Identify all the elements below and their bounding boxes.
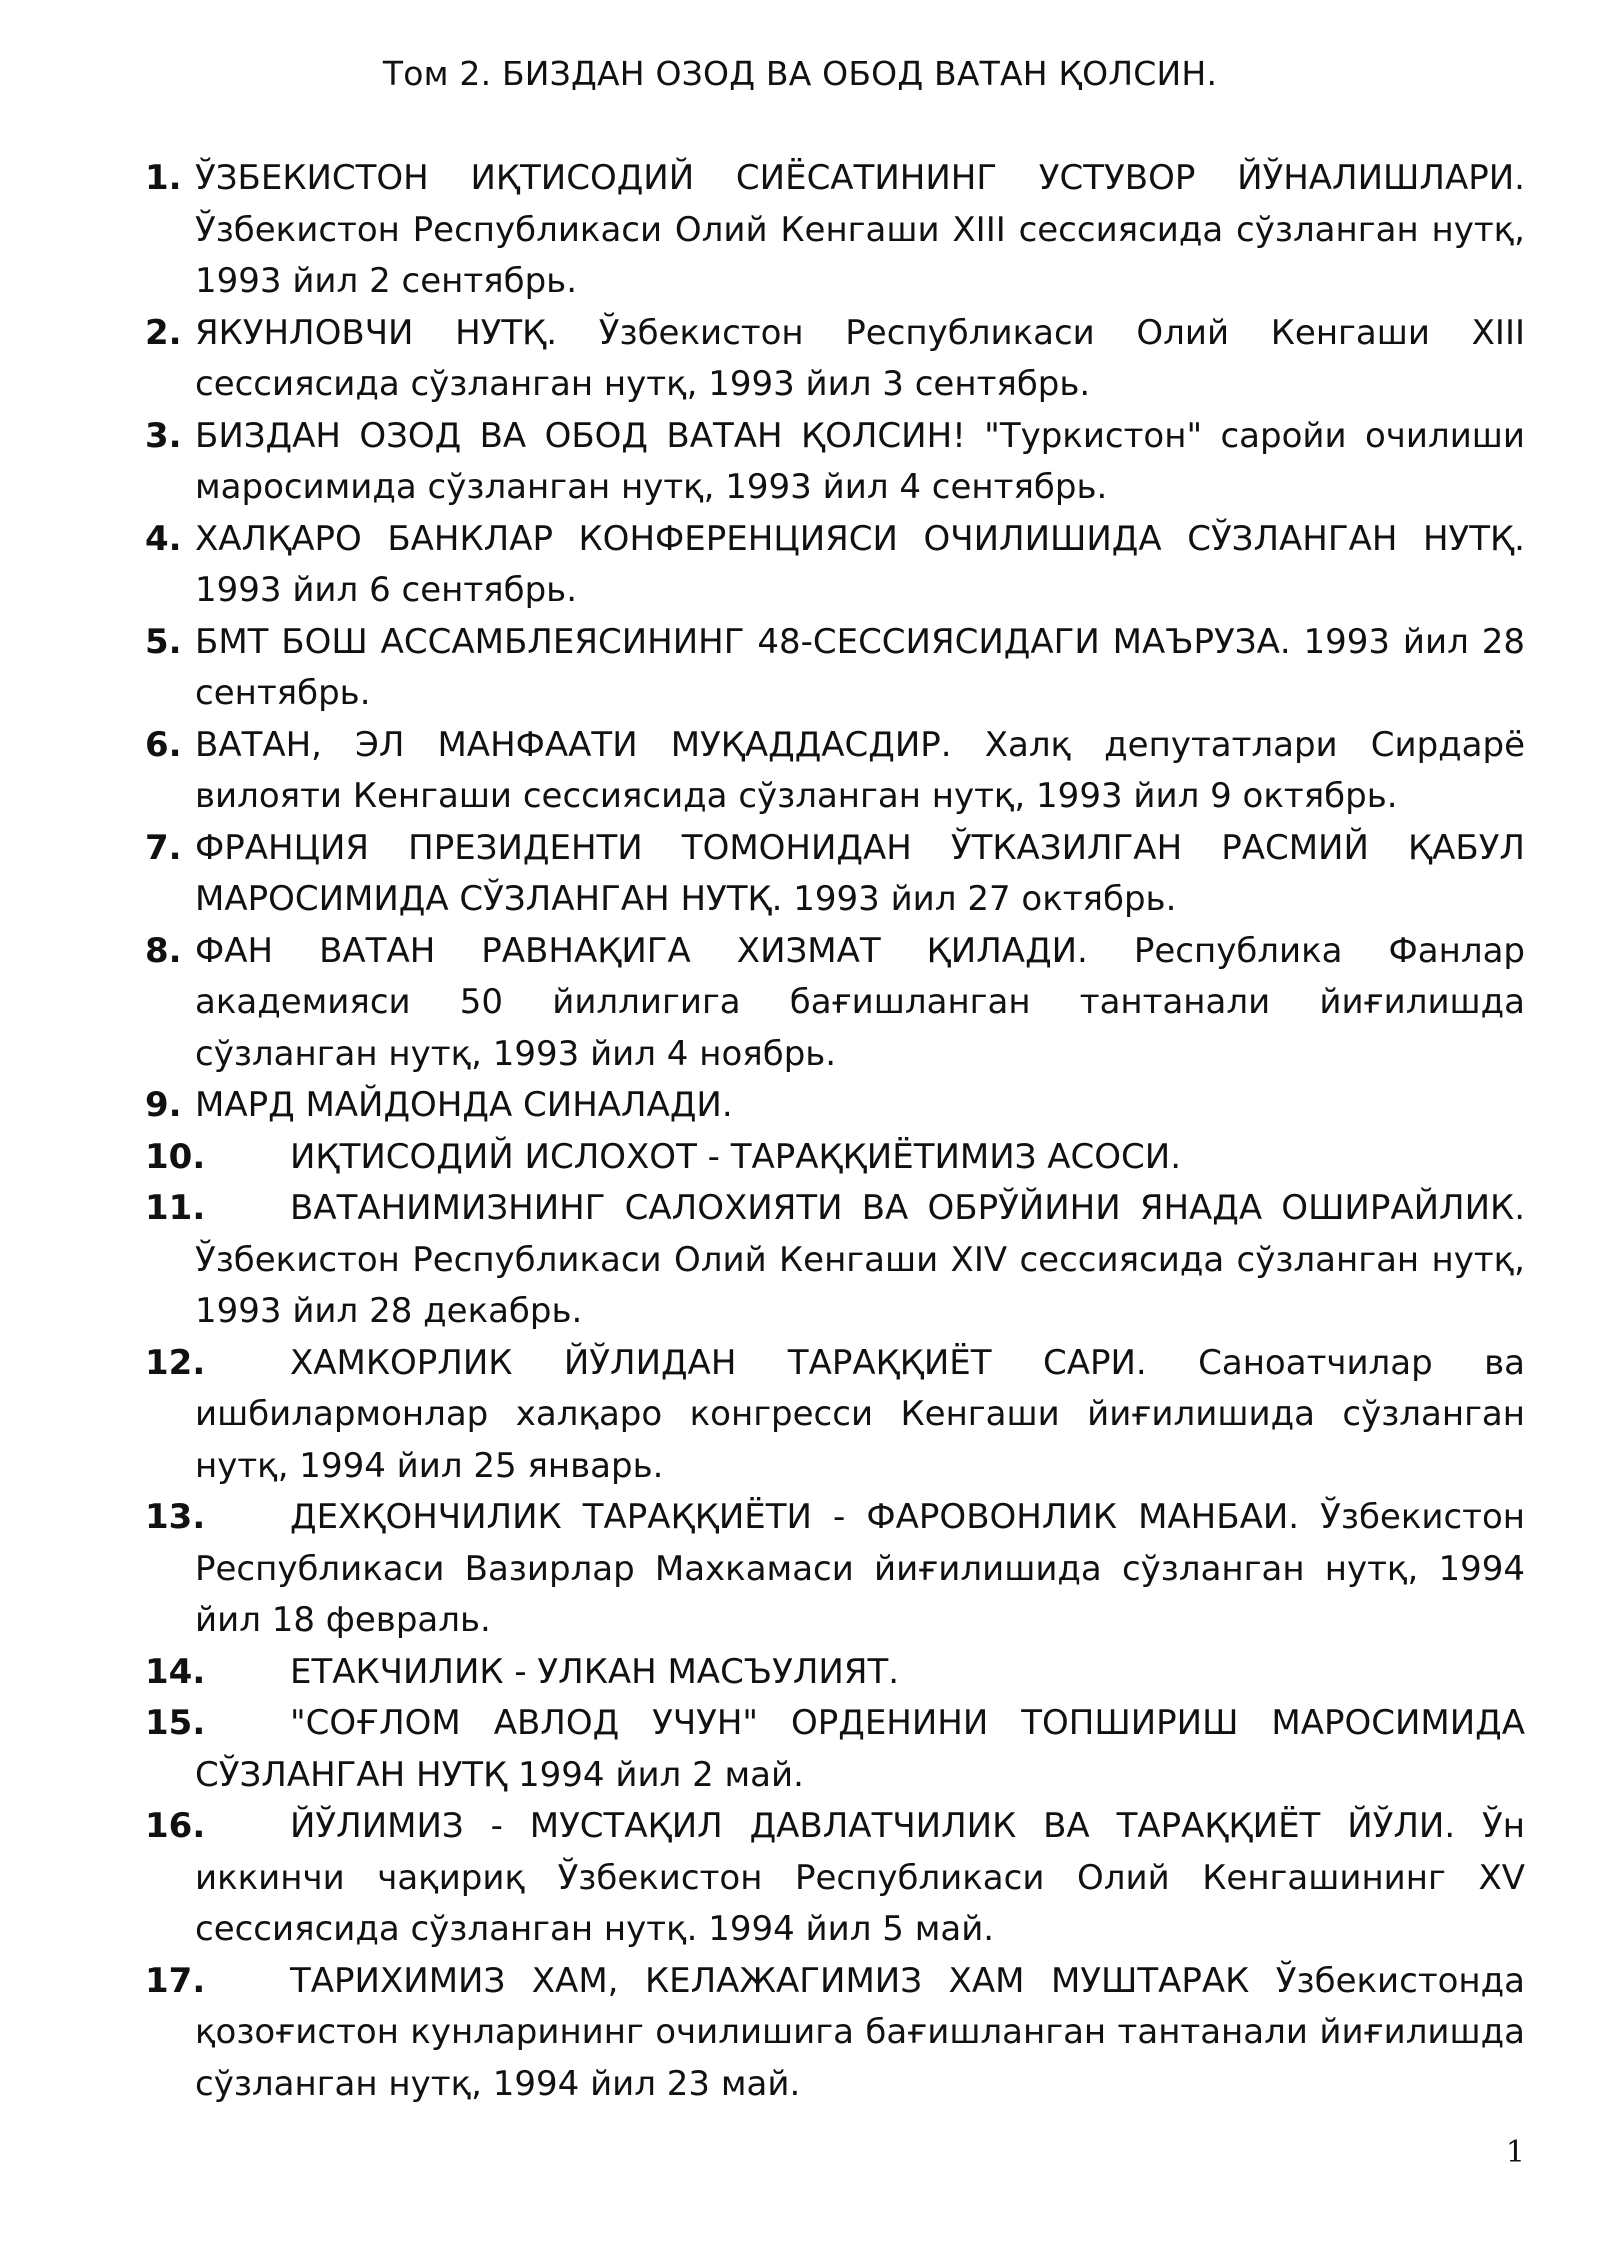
item-text: ЙЎЛИМИЗ - МУСТАҚИЛ ДАВЛАТЧИЛИК ВА ТАРАҚҚИЁТ ЙЎЛИ. Ўн иккинчи чақириқ Ўзбекистон Республикаси Олий Кенгашининг XV сессиясида сўзланган нутқ. 1994 йил 5 май.	[195, 1806, 1525, 1949]
item-number: 1.	[145, 158, 182, 198]
item-number: 10.	[145, 1136, 206, 1177]
list-item	[145, 926, 1525, 1081]
list-item	[145, 1698, 1525, 1801]
page-number: 1	[1505, 2135, 1525, 2170]
item-text: ФАН ВАТАН РАВНАҚИГА ХИЗМАТ ҚИЛАДИ. Республика Фанлар академияси 50 йиллигига бағишланган тантанали йиғилишда сўзланган нутқ, 1993 йил 4 ноябрь.	[195, 930, 1525, 1074]
item-text: ХАЛҚАРО БАНКЛАР КОНФЕРЕНЦИЯСИ ОЧИЛИШИДА СЎЗЛАНГАН НУТҚ. 1993 йил 6 сентябрь.	[195, 518, 1525, 610]
list-item	[145, 1132, 1525, 1184]
item-number: 5.	[145, 621, 182, 662]
item-number: 16.	[145, 1806, 206, 1846]
item-text: ХАМКОРЛИК ЙЎЛИДАН ТАРАҚҚИЁТ САРИ. Саноатчилар ва ишбилармонлар халқаро конгресси Кенгаши йиғилишида сўзланган нутқ, 1994 йил 25 январь.	[195, 1342, 1525, 1486]
item-text: ДЕХҚОНЧИЛИК ТАРАҚҚИЁТИ - ФАРОВОНЛИК МАНБАИ. Ўзбекистон Республикаси Вазирлар Махкамаси йиғилишида сўзланган нутқ, 1994 йил 18 февраль.	[195, 1497, 1525, 1640]
list-item	[145, 153, 1525, 308]
item-text: ИҚТИСОДИЙ ИСЛОХОТ - ТАРАҚҚИЁТИМИЗ АСОСИ.	[290, 1136, 1182, 1177]
item-number: 14.	[145, 1651, 206, 1692]
item-number: 8.	[145, 930, 182, 971]
item-number: 11.	[145, 1188, 206, 1228]
list-item	[145, 1183, 1525, 1338]
item-number: 6.	[145, 724, 182, 765]
list-item	[145, 1338, 1525, 1493]
item-number: 15.	[145, 1703, 206, 1743]
list-item	[145, 720, 1525, 823]
list-item	[145, 823, 1525, 926]
item-number: 7.	[145, 827, 182, 868]
item-text: ЯКУНЛОВЧИ НУТҚ. Ўзбекистон Республикаси Олий Кенгаши XIII сессиясида сўзланган нутқ, 1993 йил 3 сентябрь.	[195, 312, 1525, 404]
list-item	[145, 1801, 1525, 1956]
list-item	[145, 1647, 1525, 1699]
document-title: Том 2. БИЗДАН ОЗОД ВА ОБОД ВАТАН ҚОЛСИН.	[382, 54, 1218, 93]
item-text: БИЗДАН ОЗОД ВА ОБОД ВАТАН ҚОЛСИН! "Туркистон" саройи очилиши маросимида сўзланган нутқ, 1993 йил 4 сентябрь.	[195, 415, 1525, 507]
item-number: 17.	[145, 1960, 206, 2001]
item-text: БМТ БОШ АССАМБЛЕЯСИНИНГ 48-СЕССИЯСИДАГИ МАЪРУЗА. 1993 йил 28 сентябрь.	[195, 621, 1525, 713]
item-text: ВАТАН, ЭЛ МАНФААТИ МУҚАДДАСДИР. Халқ депутатлари Сирдарё вилояти Кенгаши сессиясида сўзланган нутқ, 1993 йил 9 октябрь.	[195, 724, 1525, 816]
list-item	[145, 1956, 1525, 2111]
contents-list	[145, 153, 1525, 2110]
list-item	[145, 514, 1525, 617]
list-item	[145, 411, 1525, 514]
item-text: ЎЗБЕКИСТОН ИҚТИСОДИЙ СИЁСАТИНИНГ УСТУВОР ЙЎНАЛИШЛАРИ. Ўзбекистон Республикаси Олий Кенгаши XIII сессиясида сўзланган нутқ, 1993 йил 2 сентябрь.	[195, 158, 1525, 301]
item-number: 13.	[145, 1497, 206, 1537]
list-item	[145, 617, 1525, 720]
item-text: ТАРИХИМИЗ ХАМ, КЕЛАЖАГИМИЗ ХАМ МУШТАРАК Ўзбекистонда қозоғистон кунларининг очилишига бағишланган тантанали йиғилишда сўзланган нутқ, 1994 йил 23 май.	[195, 1960, 1525, 2104]
list-item	[145, 1080, 1525, 1132]
item-text: ВАТАНИМИЗНИНГ САЛОХИЯТИ ВА ОБРЎЙИНИ ЯНАДА ОШИРАЙЛИК. Ўзбекистон Республикаси Олий Кенгаши XIV сессиясида сўзланган нутқ, 1993 йил 28 декабрь.	[195, 1188, 1525, 1331]
item-number: 4.	[145, 518, 182, 559]
list-item	[145, 308, 1525, 411]
item-text: "СОҒЛОМ АВЛОД УЧУН" ОРДЕНИНИ ТОПШИРИШ МАРОСИМИДА СЎЗЛАНГАН НУТҚ 1994 йил 2 май.	[195, 1703, 1525, 1795]
list-item	[145, 1492, 1525, 1647]
item-number: 3.	[145, 415, 182, 456]
item-text: ЕТАКЧИЛИК - УЛКАН МАСЪУЛИЯТ.	[290, 1651, 900, 1692]
item-number: 9.	[145, 1085, 182, 1125]
item-number: 2.	[145, 312, 182, 353]
item-number: 12.	[145, 1342, 206, 1383]
item-text: ФРАНЦИЯ ПРЕЗИДЕНТИ ТОМОНИДАН ЎТКАЗИЛГАН РАСМИЙ ҚАБУЛ МАРОСИМИДА СЎЗЛАНГАН НУТҚ. 1993 йил 27 октябрь.	[195, 827, 1525, 919]
item-text: МАРД МАЙДОНДА СИНАЛАДИ.	[195, 1085, 733, 1125]
